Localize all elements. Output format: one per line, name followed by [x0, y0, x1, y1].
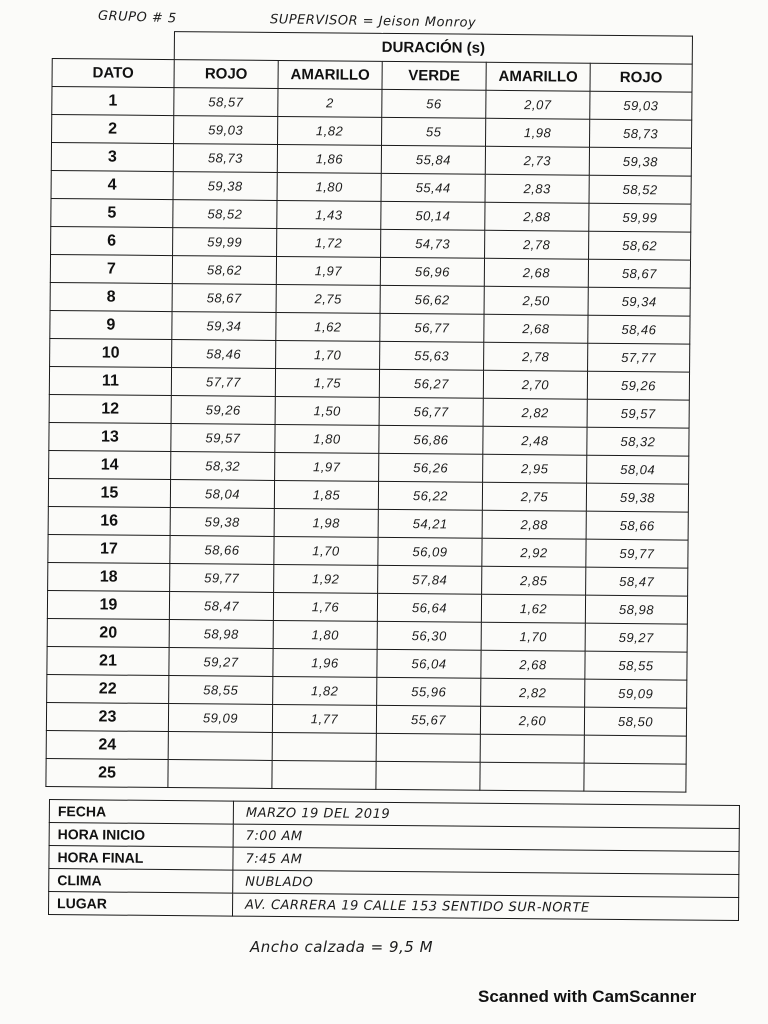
duration-cell: 59,77: [586, 539, 688, 568]
duration-cell: 58,52: [173, 200, 277, 229]
duration-cell: 56,22: [378, 481, 482, 510]
duration-cell: 59,34: [172, 312, 276, 341]
duration-cell: 1,92: [274, 564, 378, 593]
info-label: HORA FINAL: [49, 846, 233, 871]
row-index-cell: 25: [46, 758, 168, 787]
duration-cell: 2,75: [276, 284, 380, 313]
info-label: CLIMA: [49, 869, 233, 894]
group-label: GRUPO # 5: [97, 8, 177, 27]
duration-cell: 58,98: [169, 620, 273, 649]
column-header: AMARILLO: [486, 62, 590, 91]
duration-cell: 1,80: [277, 172, 381, 201]
duration-cell: 58,67: [588, 259, 690, 288]
row-index-cell: 17: [48, 534, 170, 563]
row-index-cell: 7: [50, 254, 172, 283]
duration-cell: 59,03: [174, 116, 278, 145]
duration-cell: 58,32: [171, 452, 275, 481]
row-index-cell: 18: [48, 562, 170, 591]
info-value: MARZO 19 DEL 2019: [233, 801, 739, 828]
duration-cell: 54,21: [378, 509, 482, 538]
duration-cell: 2,50: [484, 286, 588, 315]
duration-cell: 58,62: [589, 231, 691, 260]
duration-cell: 58,57: [174, 88, 278, 117]
row-index-cell: 15: [48, 478, 170, 507]
column-header: ROJO: [174, 60, 278, 89]
row-index-cell: 1: [52, 87, 174, 116]
duration-cell: 1,75: [275, 368, 379, 397]
row-index-cell: 14: [49, 450, 171, 479]
row-index-cell: 4: [51, 170, 173, 199]
info-label: FECHA: [49, 800, 233, 825]
duration-cell: 1,70: [274, 536, 378, 565]
row-index-cell: 9: [50, 310, 172, 339]
duration-cell: 57,84: [378, 565, 482, 594]
duration-cell: [376, 761, 480, 790]
table-body: [46, 87, 692, 793]
duration-cell: 58,66: [170, 536, 274, 565]
info-value: NUBLADO: [233, 870, 739, 897]
duration-cell: 55,67: [376, 705, 480, 734]
column-header: VERDE: [382, 61, 486, 90]
duration-cell: 58,73: [589, 119, 691, 148]
duration-cell: 59,38: [170, 508, 274, 537]
row-index-cell: 2: [52, 115, 174, 144]
duration-cell: 56,27: [379, 369, 483, 398]
duration-cell: 56,26: [379, 453, 483, 482]
row-index-cell: 23: [46, 702, 168, 731]
duration-cell: 59,09: [585, 679, 687, 708]
duration-cell: 59,77: [170, 564, 274, 593]
duration-cell: 58,46: [588, 315, 690, 344]
column-header: DATO: [52, 59, 174, 88]
duration-cell: 58,73: [173, 144, 277, 173]
duration-cell: 1,43: [277, 200, 381, 229]
row-index-cell: 11: [49, 366, 171, 395]
duration-header: DURACIÓN (s): [174, 32, 692, 65]
duration-cell: [480, 762, 584, 791]
duration-cell: 59,26: [587, 371, 689, 400]
duration-cell: 58,55: [169, 676, 273, 705]
duration-cell: 56,30: [377, 621, 481, 650]
duration-cell: [584, 735, 686, 764]
road-width-note: Ancho calzada = 9,5 M: [250, 938, 434, 956]
duration-cell: 59,26: [171, 396, 275, 425]
row-index-cell: 12: [49, 394, 171, 423]
duration-cell: 58,66: [586, 511, 688, 540]
row-index-cell: 22: [47, 674, 169, 703]
row-index-cell: 8: [50, 282, 172, 311]
duration-cell: 2,82: [483, 398, 587, 427]
info-label: LUGAR: [48, 892, 232, 917]
duration-cell: 2,68: [484, 314, 588, 343]
duration-cell: 2,73: [485, 146, 589, 175]
duration-cell: 1,80: [273, 620, 377, 649]
duration-cell: 2,85: [482, 566, 586, 595]
duration-cell: 58,98: [585, 595, 687, 624]
duration-cell: 59,57: [171, 424, 275, 453]
duration-cell: 2,48: [483, 426, 587, 455]
duration-cell: 1,62: [276, 312, 380, 341]
duration-cell: 2,60: [480, 706, 584, 735]
duration-cell: 54,73: [381, 229, 485, 258]
duration-cell: 1,82: [278, 116, 382, 145]
duration-cell: 58,50: [584, 707, 686, 736]
duration-cell: 1,96: [273, 648, 377, 677]
row-index-cell: 16: [48, 506, 170, 535]
duration-cell: 59,09: [168, 704, 272, 733]
duration-cell: 58,32: [587, 427, 689, 456]
row-index-cell: 19: [47, 590, 169, 619]
duration-cell: 59,34: [588, 287, 690, 316]
duration-cell: [272, 732, 376, 761]
duration-cell: 2,70: [483, 370, 587, 399]
duration-cell: 59,99: [173, 228, 277, 257]
duration-cell: 2,92: [482, 538, 586, 567]
duration-cell: 2,83: [485, 174, 589, 203]
duration-cell: 56,09: [378, 537, 482, 566]
duration-cell: 56,04: [377, 649, 481, 678]
duration-cell: 56,86: [379, 425, 483, 454]
duration-cell: 2,82: [481, 678, 585, 707]
duration-cell: 58,62: [172, 256, 276, 285]
column-header: ROJO: [590, 63, 692, 92]
duration-cell: 57,77: [171, 368, 275, 397]
duration-cell: 56,96: [380, 257, 484, 286]
duration-cell: 59,27: [585, 623, 687, 652]
duration-cell: [168, 760, 272, 789]
duration-cell: 56: [382, 89, 486, 118]
duration-cell: 56,77: [379, 397, 483, 426]
duration-cell: 59,99: [589, 203, 691, 232]
row-index-cell: 24: [46, 730, 168, 759]
duration-cell: 1,98: [274, 508, 378, 537]
supervisor-label: SUPERVISOR = Jeison Monroy: [269, 12, 477, 31]
duration-cell: 58,04: [170, 480, 274, 509]
info-table: [48, 799, 740, 921]
info-value: 7:00 AM: [233, 824, 739, 851]
duration-cell: 55,96: [377, 677, 481, 706]
column-header: AMARILLO: [278, 60, 382, 89]
duration-cell: 1,97: [276, 256, 380, 285]
info-row: [48, 892, 738, 921]
duration-cell: 2,78: [485, 230, 589, 259]
duration-cell: 56,62: [380, 285, 484, 314]
duration-cell: 58,67: [172, 284, 276, 313]
duration-cell: 58,47: [586, 567, 688, 596]
table-row: [46, 758, 686, 792]
info-body: [48, 800, 739, 921]
duration-cell: 2,75: [482, 482, 586, 511]
duration-cell: 59,38: [173, 172, 277, 201]
duration-cell: 1,80: [275, 424, 379, 453]
corner-cell: [52, 31, 174, 60]
row-index-cell: 10: [50, 338, 172, 367]
info-value: 7:45 AM: [233, 847, 739, 874]
duration-cell: 55: [382, 117, 486, 146]
duration-cell: 59,03: [590, 91, 692, 120]
duration-cell: 59,38: [589, 147, 691, 176]
duration-cell: 2,07: [486, 90, 590, 119]
duration-cell: 1,50: [275, 396, 379, 425]
duration-cell: 2,88: [482, 510, 586, 539]
duration-cell: 2,68: [484, 258, 588, 287]
duration-cell: 1,82: [273, 676, 377, 705]
duration-cell: 1,70: [276, 340, 380, 369]
duration-cell: 50,14: [381, 201, 485, 230]
duration-cell: [376, 733, 480, 762]
duration-cell: 1,76: [273, 592, 377, 621]
duration-cell: 58,04: [587, 455, 689, 484]
duration-cell: 58,47: [169, 592, 273, 621]
duration-cell: 58,46: [172, 340, 276, 369]
duration-cell: 1,98: [486, 118, 590, 147]
duration-cell: 2,95: [483, 454, 587, 483]
duration-cell: 58,52: [589, 175, 691, 204]
duration-cell: 55,63: [380, 341, 484, 370]
info-label: HORA INICIO: [49, 823, 233, 848]
duration-cell: 1,85: [274, 480, 378, 509]
duration-cell: 59,27: [169, 648, 273, 677]
duration-cell: [272, 760, 376, 789]
duration-cell: 58,55: [585, 651, 687, 680]
row-index-cell: 5: [51, 198, 173, 227]
duration-cell: 2: [278, 88, 382, 117]
duration-cell: 1,70: [481, 622, 585, 651]
duration-cell: 1,62: [481, 594, 585, 623]
row-index-cell: 21: [47, 646, 169, 675]
duration-cell: 2,68: [481, 650, 585, 679]
duration-cell: 2,78: [484, 342, 588, 371]
row-index-cell: 6: [51, 226, 173, 255]
info-value: AV. CARRERA 19 CALLE 153 SENTIDO SUR-NORTE: [232, 893, 738, 920]
row-index-cell: 20: [47, 618, 169, 647]
duration-cell: 56,77: [380, 313, 484, 342]
duration-table: [45, 30, 693, 793]
duration-cell: 1,86: [277, 144, 381, 173]
duration-cell: 57,77: [588, 343, 690, 372]
duration-cell: 1,77: [272, 704, 376, 733]
duration-cell: 1,72: [277, 228, 381, 257]
duration-cell: 59,38: [586, 483, 688, 512]
duration-cell: 55,84: [381, 145, 485, 174]
camscanner-watermark: Scanned with CamScanner: [478, 987, 697, 1006]
duration-cell: 55,44: [381, 173, 485, 202]
duration-cell: [584, 763, 686, 792]
duration-cell: 1,97: [275, 452, 379, 481]
duration-cell: 2,88: [485, 202, 589, 231]
duration-cell: 59,57: [587, 399, 689, 428]
duration-cell: [168, 732, 272, 761]
row-index-cell: 3: [51, 143, 173, 172]
duration-cell: [480, 734, 584, 763]
duration-cell: 56,64: [377, 593, 481, 622]
row-index-cell: 13: [49, 422, 171, 451]
